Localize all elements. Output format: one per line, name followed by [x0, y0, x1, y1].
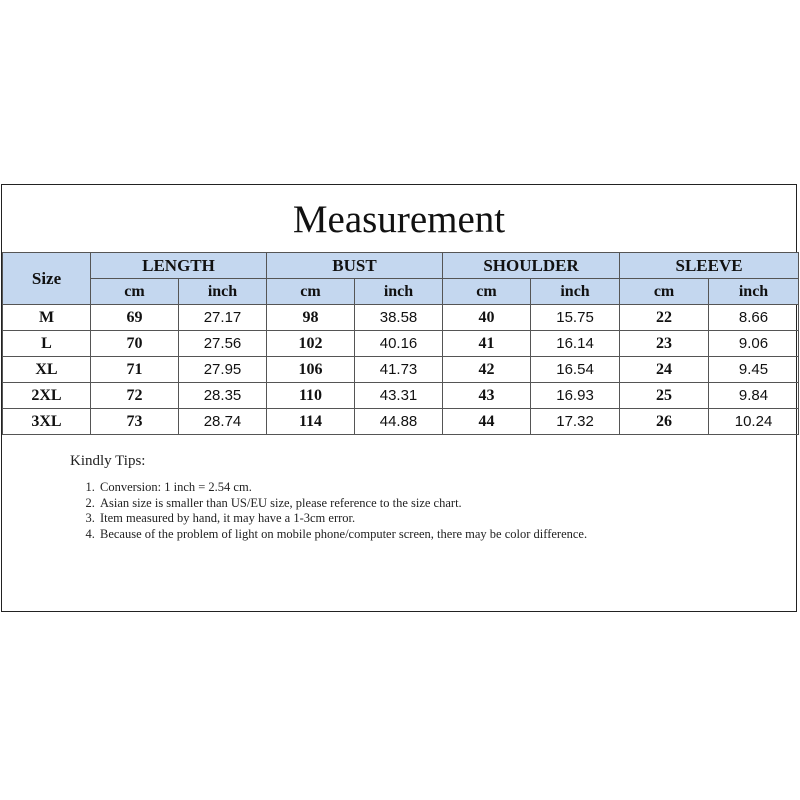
bust-inch-cell: 44.88 [355, 409, 443, 435]
shoulder-inch-cell: 15.75 [531, 305, 620, 331]
shoulder-header: SHOULDER [443, 253, 620, 279]
shoulder-inch-cell: 16.54 [531, 357, 620, 383]
size-cell: 2XL [3, 383, 91, 409]
shoulder-cm-cell: 41 [443, 331, 531, 357]
sleeve-inch-cell: 9.84 [709, 383, 799, 409]
size-table [2, 252, 799, 435]
length-inch-cell: 28.74 [179, 409, 267, 435]
table-row [3, 305, 799, 331]
length-inch-cell: 28.35 [179, 383, 267, 409]
unit-inch: inch [531, 279, 620, 305]
sleeve-cm-cell: 23 [620, 331, 709, 357]
sleeve-cm-cell: 25 [620, 383, 709, 409]
table-row [3, 409, 799, 435]
shoulder-cm-cell: 42 [443, 357, 531, 383]
sleeve-inch-cell: 9.06 [709, 331, 799, 357]
sleeve-inch-cell: 9.45 [709, 357, 799, 383]
size-chart-frame [1, 184, 797, 612]
tip-item: 3. Item measured by hand, it may have a 1-3cm error. [98, 511, 730, 527]
unit-cm: cm [91, 279, 179, 305]
bust-inch-cell: 40.16 [355, 331, 443, 357]
tip-item: 1. Conversion: 1 inch = 2.54 cm. [98, 480, 730, 496]
unit-inch: inch [355, 279, 443, 305]
size-cell: XL [3, 357, 91, 383]
bust-cm-cell: 110 [267, 383, 355, 409]
tips-list [70, 480, 730, 542]
sleeve-cm-cell: 22 [620, 305, 709, 331]
bust-header: BUST [267, 253, 443, 279]
bust-inch-cell: 38.58 [355, 305, 443, 331]
bust-inch-cell: 41.73 [355, 357, 443, 383]
length-inch-cell: 27.56 [179, 331, 267, 357]
length-cm-cell: 72 [91, 383, 179, 409]
length-cm-cell: 71 [91, 357, 179, 383]
bust-inch-cell: 43.31 [355, 383, 443, 409]
size-header: Size [3, 253, 91, 305]
shoulder-inch-cell: 16.93 [531, 383, 620, 409]
bust-cm-cell: 102 [267, 331, 355, 357]
shoulder-inch-cell: 17.32 [531, 409, 620, 435]
length-inch-cell: 27.17 [179, 305, 267, 331]
length-inch-cell: 27.95 [179, 357, 267, 383]
unit-inch: inch [179, 279, 267, 305]
unit-cm: cm [620, 279, 709, 305]
tip-item: 4. Because of the problem of light on mobile phone/computer screen, there may be color difference. [98, 527, 730, 543]
unit-cm: cm [443, 279, 531, 305]
sleeve-inch-cell: 8.66 [709, 305, 799, 331]
sleeve-cm-cell: 26 [620, 409, 709, 435]
bust-cm-cell: 114 [267, 409, 355, 435]
chart-title: Measurement [292, 198, 506, 241]
unit-cm: cm [267, 279, 355, 305]
shoulder-cm-cell: 43 [443, 383, 531, 409]
shoulder-cm-cell: 44 [443, 409, 531, 435]
bust-cm-cell: 98 [267, 305, 355, 331]
shoulder-inch-cell: 16.14 [531, 331, 620, 357]
kindly-tips [70, 453, 730, 542]
length-cm-cell: 69 [91, 305, 179, 331]
table-row [3, 383, 799, 409]
length-header: LENGTH [91, 253, 267, 279]
tip-item: 2. Asian size is smaller than US/EU size, please reference to the size chart. [98, 496, 730, 512]
shoulder-cm-cell: 40 [443, 305, 531, 331]
sleeve-cm-cell: 24 [620, 357, 709, 383]
unit-inch: inch [709, 279, 799, 305]
length-cm-cell: 73 [91, 409, 179, 435]
table-row [3, 331, 799, 357]
tips-title: Kindly Tips: [70, 453, 146, 469]
bust-cm-cell: 106 [267, 357, 355, 383]
sleeve-inch-cell: 10.24 [709, 409, 799, 435]
sleeve-header: SLEEVE [620, 253, 799, 279]
size-cell: 3XL [3, 409, 91, 435]
size-cell: L [3, 331, 91, 357]
table-row [3, 357, 799, 383]
length-cm-cell: 70 [91, 331, 179, 357]
size-cell: M [3, 305, 91, 331]
